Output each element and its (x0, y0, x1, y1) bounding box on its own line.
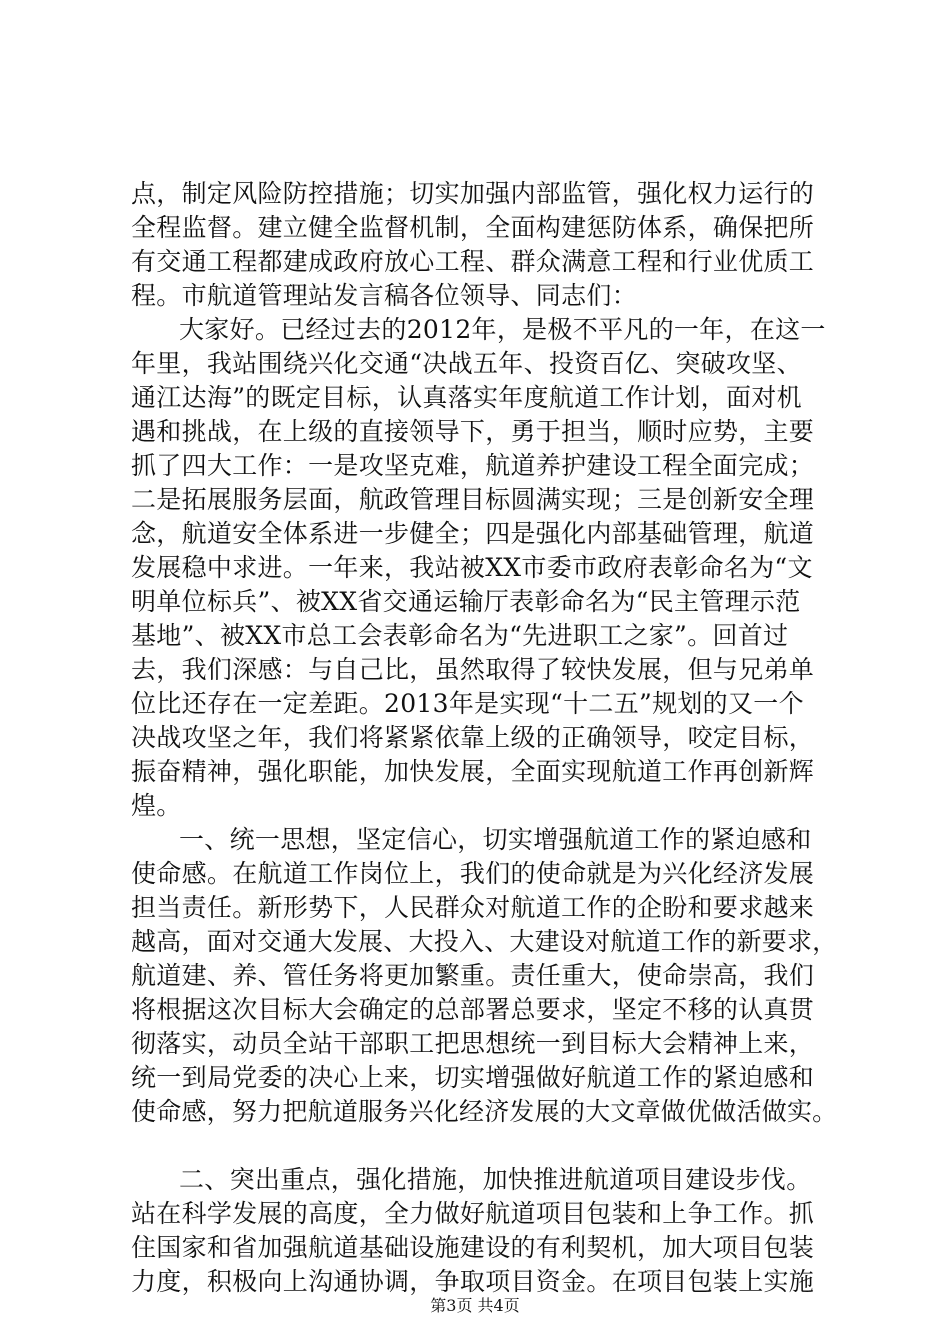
text-line: 使命感，努力把航道服务兴化经济发展的大文章做优做活做实。 (131, 1097, 838, 1126)
text-line: 二是拓展服务层面，航政管理目标圆满实现；三是创新安全理 (131, 485, 815, 514)
text-line: 抓了四大工作：一是攻坚克难，航道养护建设工程全面完成； (131, 451, 815, 480)
text-line: 发展稳中求进。一年来，我站被XX市委市政府表彰命名为“文 (131, 553, 813, 582)
text-line: 遇和挑战，在上级的直接领导下，勇于担当，顺时应势，主要 (131, 417, 815, 446)
text-line: 二、突出重点，强化措施，加快推进航道项目建设步伐。 (179, 1165, 812, 1194)
text-line: 大家好。已经过去的2012年，是极不平凡的一年，在这一 (179, 315, 826, 344)
text-line: 担当责任。新形势下，人民群众对航道工作的企盼和要求越来 (131, 893, 815, 922)
text-line: 统一到局党委的决心上来，切实增强做好航道工作的紧迫感和 (131, 1063, 815, 1092)
text-line: 煌。 (131, 791, 182, 820)
text-line: 点，制定风险防控措施；切实加强内部监管，强化权力运行的 (131, 179, 815, 208)
text-line: 决战攻坚之年，我们将紧紧依靠上级的正确领导，咬定目标， (131, 723, 815, 752)
text-line: 年里，我站围绕兴化交通“决战五年、投资百亿、突破攻坚、 (131, 349, 802, 378)
text-line: 越高，面对交通大发展、大投入、大建设对航道工作的新要求， (131, 927, 838, 956)
text-line: 位比还存在一定差距。2013年是实现“十二五”规划的又一个 (131, 689, 804, 718)
text-line: 振奋精神，强化职能，加快发展，全面实现航道工作再创新辉 (131, 757, 815, 786)
text-line: 有交通工程都建成政府放心工程、群众满意工程和行业优质工 (131, 247, 815, 276)
text-line: 彻落实，动员全站干部职工把思想统一到目标大会精神上来， (131, 1029, 815, 1058)
text-line: 去，我们深感：与自己比，虽然取得了较快发展，但与兄弟单 (131, 655, 815, 684)
text-line: 全程监督。建立健全监督机制，全面构建惩防体系，确保把所 (131, 213, 815, 242)
text-line: 将根据这次目标大会确定的总部署总要求，坚定不移的认真贯 (131, 995, 815, 1024)
text-line: 明单位标兵”、被XX省交通运输厅表彰命名为“民主管理示范 (131, 587, 801, 616)
text-line: 航道建、养、管任务将更加繁重。责任重大，使命崇高，我们 (131, 961, 815, 990)
text-line: 基地”、被XX市总工会表彰命名为“先进职工之家”。回首过 (131, 621, 789, 650)
text-line: 使命感。在航道工作岗位上，我们的使命就是为兴化经济发展 (131, 859, 815, 888)
text-line: 站在科学发展的高度，全力做好航道项目包装和上争工作。抓 (131, 1199, 815, 1228)
text-line: 力度，积极向上沟通协调，争取项目资金。在项目包装上实施 (131, 1267, 815, 1296)
text-line: 程。市航道管理站发言稿各位领导、同志们： (131, 281, 638, 310)
text-line: 住国家和省加强航道基础设施建设的有利契机，加大项目包装 (131, 1233, 815, 1262)
text-line: 一、统一思想，坚定信心，切实增强航道工作的紧迫感和 (179, 825, 812, 854)
text-line: 念，航道安全体系进一步健全；四是强化内部基础管理，航道 (131, 519, 815, 548)
page-number-footer: 第3页 共4页 (430, 1296, 520, 1315)
text-line: 通江达海”的既定目标，认真落实年度航道工作计划，面对机 (131, 383, 802, 412)
